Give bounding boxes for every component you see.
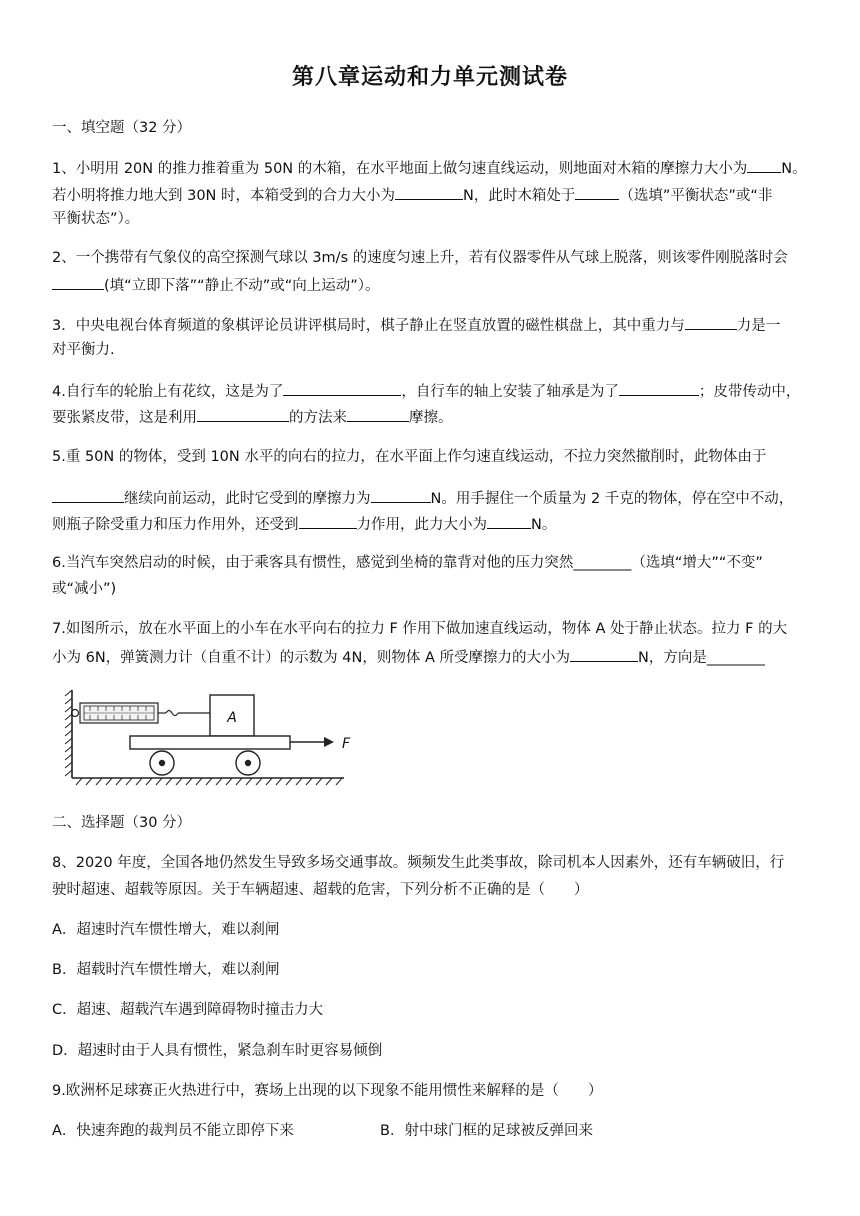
- question-1-line-3: 平衡状态”）。: [52, 211, 140, 227]
- question-6-line-2: 或“减小”): [52, 581, 117, 597]
- question-5-line-1: 5.重 50N 的物体，受到 10N 水平的向右的拉力，在水平面上作匀速直线运动，不拉力突然撤削时，此物体由于: [52, 449, 767, 465]
- question-8-option-c[interactable]: C．超速、超载汽车遇到障碍物时撞击力大: [52, 1002, 324, 1018]
- cart-platform: [130, 736, 290, 749]
- spring-scale: [72, 703, 211, 723]
- question-5-line-3: 则瓶子除受重力和压力作用外，还受到 力作用，此力大小为 N。: [52, 513, 556, 535]
- answer-blank[interactable]: [299, 513, 357, 529]
- question-8-option-b[interactable]: B．超载时汽车惯性增大，难以刹闸: [52, 962, 280, 978]
- section-choice-heading: 二、选择题（30 分）: [52, 815, 192, 831]
- answer-blank[interactable]: [575, 184, 619, 200]
- ground: [72, 778, 344, 785]
- page-title: 第八章运动和力单元测试卷: [291, 65, 568, 90]
- answer-blank[interactable]: [487, 513, 531, 529]
- question-3-line-2: 对平衡力.: [52, 342, 115, 358]
- force-label: F: [342, 736, 351, 752]
- question-8-option-d[interactable]: D．超速时由于人具有惯性，紧急刹车时更容易倾倒: [52, 1043, 383, 1059]
- section-fill-in-heading: 一、填空题（32 分）: [52, 120, 192, 136]
- cart-wheels: [150, 751, 260, 775]
- force-arrow: [290, 737, 334, 747]
- answer-blank[interactable]: [619, 380, 699, 396]
- question-8-line-2: 驶时超速、超载等原因。关于车辆超速、超载的危害，下列分析不正确的是（ ）: [52, 882, 589, 898]
- answer-blank[interactable]: [371, 487, 431, 503]
- question-4-line-2: 要张紧皮带，这是利用 的方法来 摩擦。: [52, 406, 453, 428]
- answer-blank[interactable]: [52, 487, 124, 503]
- wall: [65, 690, 72, 778]
- question-4-line-1: 4.自行车的轮胎上有花纹，这是为了 ，自行车的轴上安装了轴承是为了 ；皮带传动中，: [52, 380, 800, 402]
- answer-blank[interactable]: [347, 406, 409, 422]
- question-2-line-1: 2、一个携带有气象仪的高空探测气球以 3m/s 的速度匀速上升，若有仪器零件从气球上脱落，则该零件刚脱落时会: [52, 250, 788, 266]
- answer-blank[interactable]: [197, 406, 289, 422]
- answer-blank[interactable]: [570, 646, 638, 662]
- question-9-line-1: 9.欧洲杯足球赛正火热进行中，赛场上出现的以下现象不能用惯性来解释的是（ ）: [52, 1083, 603, 1099]
- answer-blank[interactable]: [52, 274, 104, 290]
- cart-spring-scale-figure: [62, 686, 362, 790]
- question-3-line-1: 3．中央电视台体育频道的象棋评论员讲评棋局时，棋子静止在竖直放置的磁性棋盘上，其中重力与 力是一: [52, 314, 780, 336]
- question-5-line-2: 继续向前运动，此时它受到的摩擦力为 N。用手握住一个质量为 2 千克的物体，停在空中不动，: [52, 487, 793, 509]
- block-a-label: A: [227, 710, 237, 726]
- question-9-option-a[interactable]: A．快速奔跑的裁判员不能立即停下来: [52, 1123, 294, 1139]
- question-7-line-2: 小为 6N，弹簧测力计（自重不计）的示数为 4N，则物体 A 所受摩擦力的大小为 N，方向是________: [52, 646, 765, 668]
- answer-blank[interactable]: [283, 380, 401, 396]
- question-1-line-1: 1、小明用 20N 的推力推着重为 50N 的木箱，在水平地面上做匀速直线运动，则地面对木箱的摩擦力大小为 N。: [52, 157, 807, 179]
- question-8-line-1: 8、2020 年度，全国各地仍然发生导致多场交通事故。频频发生此类事故，除司机本人因素外，还有车辆破旧，行: [52, 855, 785, 871]
- question-6-line-1: 6.当汽车突然启动的时候，由于乘客具有惯性，感觉到坐椅的靠背对他的压力突然________（选填“增大”“不变”: [52, 555, 763, 571]
- question-1-line-2: 若小明将推力地大到 30N 时，本箱受到的合力大小为 N，此时木箱处于 （选填”平衡状态”或“非: [52, 184, 772, 206]
- question-8-option-a[interactable]: A．超速时汽车惯性增大，难以刹闸: [52, 922, 280, 938]
- answer-blank[interactable]: [747, 157, 781, 173]
- question-9-option-b[interactable]: B．射中球门框的足球被反弹回来: [380, 1123, 593, 1139]
- answer-blank[interactable]: [685, 314, 737, 330]
- question-2-line-2: (填“立即下落”“静止不动”或“向上运动”）。: [52, 274, 379, 296]
- answer-blank[interactable]: [395, 184, 463, 200]
- question-7-line-1: 7.如图所示，放在水平面上的小车在水平向右的拉力 F 作用下做加速直线运动，物体 A 处于静止状态。拉力 F 的大: [52, 621, 788, 637]
